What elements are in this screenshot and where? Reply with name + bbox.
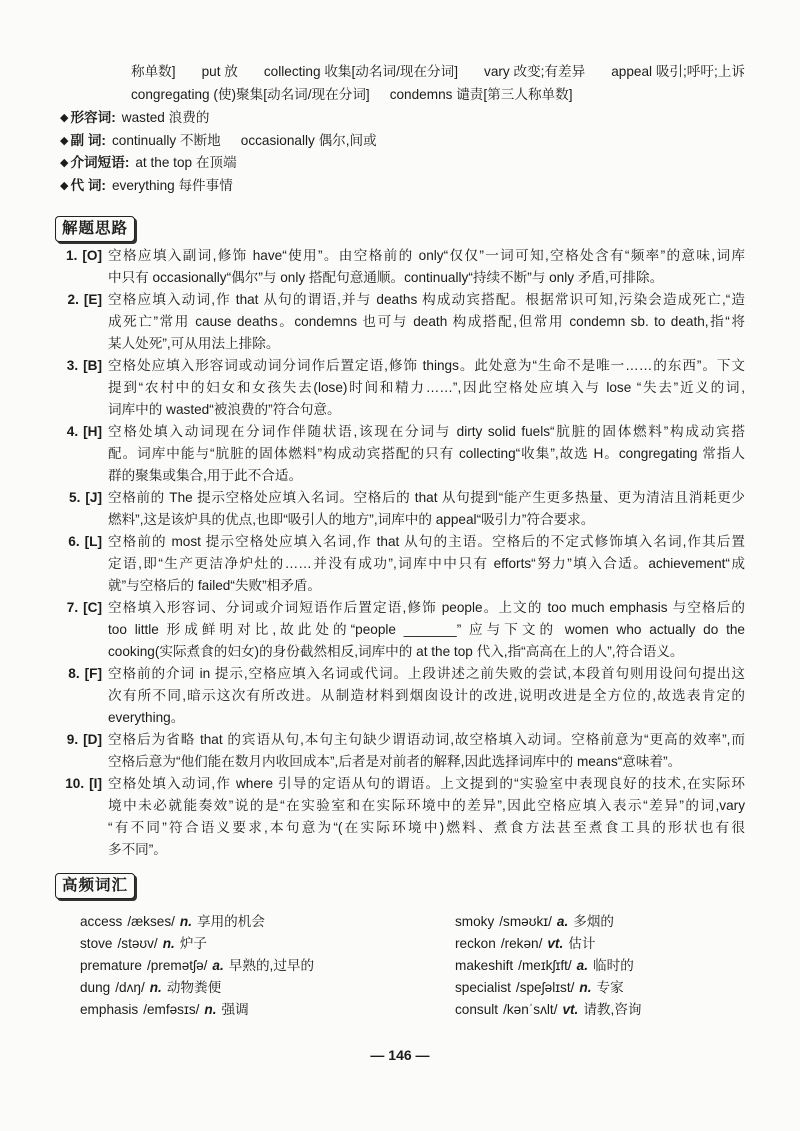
solution-item (67, 289, 745, 355)
answer-key: [J] (85, 490, 102, 505)
solution-line: 成死亡”常用 cause deaths。condemns 也可与 death 构成搭配,但常用 condemn sb. to death,指“将 (108, 314, 745, 329)
solution-item (69, 487, 745, 531)
vocab-row (80, 999, 314, 1021)
vocab-row (80, 911, 314, 933)
solution-item (65, 773, 745, 861)
diamond-bullet-icon: ◆ (60, 134, 69, 147)
solution-label (68, 663, 102, 685)
solution-line: 中只有 occasionally“偶尔”与 only 搭配句意通顺。continually“持续不断”与 only 矛盾,可排除。 (108, 270, 664, 285)
answer-key: [B] (83, 358, 102, 373)
solution-label (67, 421, 102, 443)
solution-line: 配。词库中能与“肮脏的固体燃料”构成动宾搭配的只有 collecting“收集”,故选 H。congregating 常指人 (108, 446, 745, 461)
vocab-part-of-speech: a. (556, 914, 569, 929)
vocab-phonetic: /premətʃə/ (146, 958, 208, 973)
word-entry: occasionally 偶尔,间或 (240, 132, 377, 148)
vocab-part-of-speech: a. (212, 958, 224, 973)
solution-line: everything。 (108, 710, 185, 725)
answer-key: [O] (82, 248, 102, 263)
word-class-row (60, 107, 397, 130)
vocab-word: access (80, 914, 123, 929)
answer-key: [E] (83, 292, 102, 307)
word-entry: congregating (使)聚集[动名词/现在分词] (131, 87, 370, 102)
word-entry: continually 不断地 (111, 132, 221, 148)
vocab-column-left (80, 911, 314, 1021)
vocab-meaning: 估计 (568, 936, 596, 951)
word-entry: vary 改变;有差异 (484, 64, 586, 79)
solution-line: 空格后为省略 that 的宾语从句,本句主句缺少谓语动词,故空格填入动词。空格前意为“更高的效率”,而 (108, 732, 745, 747)
solution-item (66, 729, 745, 773)
solution-line: 空格应填入动词,作 that 从句的谓语,并与 deaths 构成动宾搭配。根据常识可知,污染会造成死亡,“造 (108, 292, 745, 307)
vocab-column-right (455, 911, 642, 1021)
vocab-meaning: 专家 (596, 980, 624, 995)
solution-label (67, 729, 102, 751)
vocab-part-of-speech: vt. (547, 936, 564, 951)
solution-line: 空格处应填入形容词或动词分词作后置定语,修饰 things。此处意为“生命不是唯一……的东西”。下文 (108, 358, 745, 373)
vocab-row (455, 999, 642, 1021)
solution-line: 多不同”。 (108, 842, 167, 857)
solution-label (67, 355, 102, 377)
vocab-row (455, 955, 642, 977)
solution-line: 词库中的 wasted“被浪费的”符合句意。 (108, 402, 341, 417)
vocab-meaning: 动物粪便 (166, 980, 222, 995)
solution-line: 空格应填入副词,修饰 have“使用”。由空格前的 only“仅仅”一词可知,空格处含有“频率”的意味,词库 (108, 248, 745, 263)
word-list-line-2 (131, 84, 573, 106)
page-number: — 146 — (370, 1047, 430, 1063)
vocab-phonetic: /rekən/ (500, 936, 543, 951)
word-class-label: 介词短语: (70, 155, 130, 171)
word-entry: wasted 浪费的 (121, 110, 210, 125)
solution-item (66, 597, 745, 663)
answer-key: [C] (83, 600, 102, 615)
word-class-label: 代 词: (70, 177, 106, 193)
vocab-part-of-speech: vt. (562, 1002, 579, 1017)
word-class-row (60, 152, 397, 175)
vocab-phonetic: /emfəsɪs/ (143, 1002, 200, 1017)
solution-line: 空格填入形容词、分词或介词短语作后置定语,修饰 people。上文的 too much emphasis 与空格后的 (108, 600, 745, 615)
word-entry: everything 每件事情 (111, 177, 233, 193)
vocab-row (455, 977, 642, 999)
solution-number: 2. (67, 292, 79, 307)
vocab-word: emphasis (80, 1002, 139, 1017)
solution-line: 提到“农村中的妇女和女孩失去(lose)时间和精力……”,因此空格处应填入与 lose “失去”近义的词, (108, 380, 745, 395)
solution-label (69, 487, 102, 509)
diamond-bullet-icon: ◆ (60, 157, 69, 170)
vocab-meaning: 炉子 (179, 936, 207, 951)
solution-list (65, 245, 745, 861)
vocab-word: stove (80, 936, 113, 951)
solution-line: 空格前的 most 提示空格处应填入名词,作 that 从句的主语。空格后的不定式修饰填入名词,作其后置 (108, 534, 745, 549)
solution-number: 4. (66, 424, 79, 439)
vocab-row (80, 933, 314, 955)
vocab-phonetic: /ækses/ (127, 914, 175, 929)
solution-line: too little 形成鲜明对比,故此处的“people _______” 应与下文的 women who actually do the (108, 622, 745, 637)
word-entry: condemns 谴责[第三人称单数] (389, 87, 573, 102)
solution-label (65, 773, 102, 795)
solution-line: 空格前的介词 in 提示,空格应填入名词或代词。上段讲述之前失败的尝试,本段首句则用设问句提出这 (108, 666, 745, 681)
solution-number: 9. (66, 732, 79, 747)
vocab-row (80, 955, 314, 977)
answer-key: [L] (84, 534, 102, 549)
solution-line: 某人处死”,可从用法上排除。 (108, 336, 280, 351)
word-entry: collecting 收集[动名词/现在分词] (263, 64, 458, 79)
vocab-row (455, 911, 642, 933)
answer-key: [F] (84, 666, 102, 681)
solution-line: 群的聚集或集合,用于此不合适。 (108, 468, 303, 483)
vocab-word: makeshift (455, 958, 514, 973)
vocab-part-of-speech: n. (149, 980, 162, 995)
vocab-word: premature (80, 958, 142, 973)
solution-line: “有不同”符合语义要求,本句意为“(在实际环境中)燃料、煮食方法甚至煮食工具的形状也有很 (108, 820, 745, 835)
word-list-line-1 (131, 61, 745, 83)
word-class-row (60, 175, 397, 198)
vocab-meaning: 强调 (221, 1002, 249, 1017)
vocab-meaning: 享用的机会 (197, 914, 265, 929)
vocab-word: dung (80, 980, 111, 995)
solution-line: 境中未必就能奏效”说的是“在实验室和在实际环境中的差异”,因此空格应填入表示“差异”的词,vary (108, 798, 745, 813)
solution-line: 定语,即“生产更洁净炉灶的……并没有成功”,词库中中只有 efforts“努力”填入合适。achievement“成 (108, 556, 745, 571)
vocab-row (455, 933, 642, 955)
solution-line: 空格前的 The 提示空格处应填入名词。空格后的 that 从句提到“能产生更多热量、更为清洁且消耗更少 (108, 490, 745, 505)
vocab-part-of-speech: n. (204, 1002, 217, 1017)
vocab-phonetic: /dʌŋ/ (115, 980, 145, 995)
solution-item (66, 421, 745, 487)
vocab-part-of-speech: n. (179, 914, 192, 929)
answer-key: [D] (83, 732, 102, 747)
solution-item (68, 531, 745, 597)
vocab-phonetic: /sməʊkɪ/ (499, 914, 552, 929)
solution-number: 7. (66, 600, 79, 615)
solution-number: 3. (66, 358, 79, 373)
vocab-word: consult (455, 1002, 499, 1017)
solution-line: 空格后意为“他们能在数月内收回成本”,后者是对前者的解释,因此选择词库中的 means“意味着”。 (108, 754, 682, 769)
vocab-word: specialist (455, 980, 511, 995)
solution-line: 空格处填入动词,作 where 引导的定语从句的谓语。上文提到的“实验室中表现良好的技术,在实际环 (108, 776, 745, 791)
vocab-heading: 高频词汇 (55, 873, 135, 899)
vocab-part-of-speech: n. (162, 936, 175, 951)
solution-line: 空格处填入动词现在分词作伴随状语,该现在分词与 dirty solid fuels“肮脏的固体燃料”构成动宾搭 (108, 424, 745, 439)
solution-number: 10. (65, 776, 85, 791)
solution-line: 燃料”,这是该炉具的优点,也即“吸引人的地方”,词库中的 appeal“吸引力”符合要求。 (108, 512, 595, 527)
solution-item (66, 245, 745, 289)
vocab-meaning: 临时的 (593, 958, 634, 973)
vocab-phonetic: /speʃəlɪst/ (515, 980, 575, 995)
vocab-row (80, 977, 314, 999)
vocab-word: reckon (455, 936, 496, 951)
solution-label (68, 531, 102, 553)
vocab-word: smoky (455, 914, 495, 929)
solution-number: 6. (68, 534, 80, 549)
solution-label (68, 289, 102, 311)
solution-label (67, 597, 102, 619)
word-entry: appeal 吸引;呼吁;上诉 (611, 64, 745, 79)
word-class-label: 形容词: (70, 110, 116, 125)
answer-key: [I] (89, 776, 102, 791)
vocab-part-of-speech: a. (576, 958, 589, 973)
vocab-phonetic: /stəʊv/ (117, 936, 158, 951)
solution-line: 就”与空格后的 failed“失败”相矛盾。 (108, 578, 321, 593)
vocab-phonetic: /meɪkʃɪft/ (518, 958, 572, 973)
answer-key: [H] (83, 424, 102, 439)
word-entry: put 放 (201, 64, 238, 79)
word-entry: at the top 在顶端 (135, 155, 237, 171)
solution-line: 次有所不同,暗示这次有所改进。从制造材料到烟囱设计的改进,说明改进是全方位的,故选表肯定的 (108, 688, 745, 703)
vocab-meaning: 早熟的,过早的 (228, 958, 315, 973)
word-class-list (60, 107, 397, 197)
solution-item (68, 663, 745, 729)
vocab-meaning: 请教,咨询 (583, 1002, 642, 1017)
solution-line: cooking(实际煮食的妇女)的身份截然相反,词库中的 at the top 代入,指“高高在上的人”,符合语义。 (108, 644, 684, 659)
vocab-part-of-speech: n. (579, 980, 592, 995)
word-class-row (60, 130, 397, 153)
word-entry: 称单数] (131, 64, 176, 79)
solution-number: 1. (66, 248, 78, 263)
diamond-bullet-icon: ◆ (60, 179, 69, 192)
solution-label (66, 245, 102, 267)
solution-heading: 解题思路 (55, 216, 135, 242)
word-class-label: 副 词: (70, 132, 106, 148)
vocab-phonetic: /kənˈsʌlt/ (503, 1002, 558, 1017)
solution-item (66, 355, 745, 421)
vocab-meaning: 多烟的 (573, 914, 615, 929)
solution-number: 5. (69, 490, 81, 505)
solution-number: 8. (68, 666, 80, 681)
diamond-bullet-icon: ◆ (60, 112, 69, 124)
